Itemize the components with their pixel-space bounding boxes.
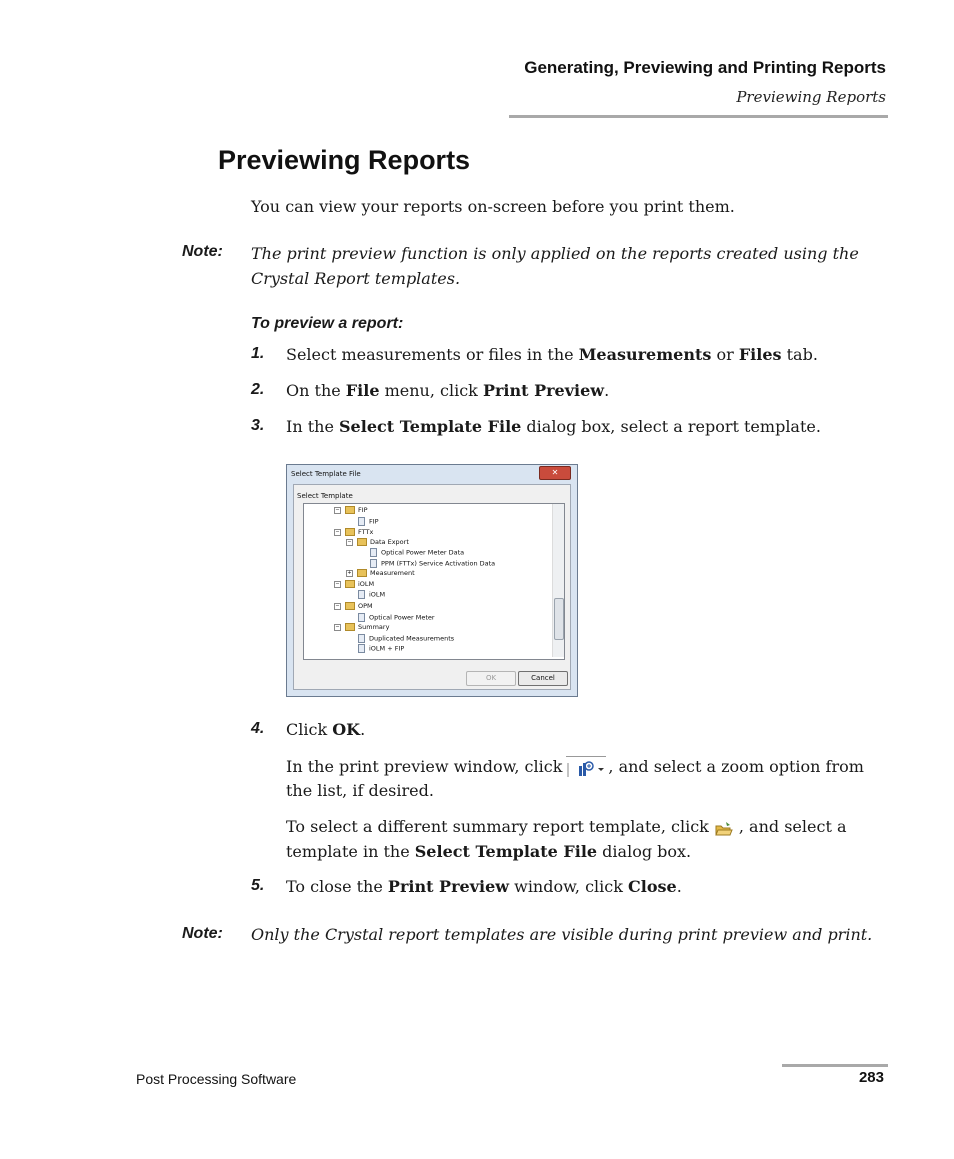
file-icon	[358, 590, 365, 599]
tree-item[interactable]: + Measurement	[347, 569, 415, 577]
step-4-text: Click OK.	[286, 720, 366, 739]
tree-item[interactable]: − OPM	[335, 602, 373, 610]
file-icon	[370, 559, 377, 568]
step-number: 1.	[251, 345, 265, 362]
collapse-icon[interactable]: −	[335, 528, 340, 535]
footer-rule	[782, 1064, 888, 1067]
tree-item[interactable]: Optical Power Meter	[358, 613, 435, 622]
tree-item[interactable]: − iOLM	[335, 580, 375, 588]
file-icon	[358, 634, 365, 643]
note-label: Note:	[182, 243, 223, 260]
open-folder-icon[interactable]	[715, 820, 733, 836]
note-label: Note:	[182, 925, 223, 942]
tree-item[interactable]: − Summary	[335, 623, 390, 631]
template-tree[interactable]	[303, 503, 565, 660]
folder-icon	[345, 506, 355, 514]
tree-item[interactable]: PPM (FTTx) Service Activation Data	[370, 559, 495, 568]
footer-product-name: Post Processing Software	[136, 1071, 297, 1087]
collapse-icon[interactable]: −	[335, 580, 340, 587]
file-icon	[358, 517, 365, 526]
step-number: 4.	[251, 720, 265, 737]
procedure-title: To preview a report:	[251, 315, 404, 332]
section-subtitle: Previewing Reports	[736, 88, 886, 106]
page-title: Previewing Reports	[218, 145, 471, 175]
note-text: The print preview function is only applied on the reports created using the Crystal Report templates.	[251, 244, 859, 288]
file-icon	[358, 613, 365, 622]
zoom-icon[interactable]	[566, 756, 606, 779]
tree-item[interactable]: − FTTx	[335, 528, 374, 536]
collapse-icon[interactable]: −	[335, 602, 340, 609]
folder-icon	[345, 528, 355, 536]
dialog-title: Select Template File	[291, 470, 361, 478]
step-number: 5.	[251, 877, 265, 894]
vertical-scrollbar[interactable]	[552, 504, 564, 657]
zoom-paragraph-line-2: the list, if desired.	[286, 781, 434, 800]
collapse-icon[interactable]: −	[335, 506, 340, 513]
step-1-text: Select measurements or files in the Measurements or Files tab.	[286, 345, 818, 364]
folder-icon	[357, 569, 367, 577]
tree-item[interactable]: Duplicated Measurements	[358, 634, 454, 643]
scrollbar-thumb[interactable]	[554, 598, 564, 640]
select-template-label: Select Template	[297, 492, 353, 500]
ok-button[interactable]: OK	[466, 671, 516, 686]
collapse-icon[interactable]: −	[347, 538, 352, 545]
tree-item[interactable]: iOLM + FIP	[358, 644, 404, 653]
chapter-title: Generating, Previewing and Printing Reports	[524, 58, 886, 77]
zoom-paragraph-line-1: In the print preview window, click , and select a zoom option from	[286, 755, 864, 779]
step-number: 2.	[251, 381, 265, 398]
file-icon	[370, 548, 377, 557]
close-icon[interactable]: ✕	[539, 466, 571, 480]
step-3-text: In the Select Template File dialog box, select a report template.	[286, 417, 821, 436]
step-5-text: To close the Print Preview window, click Close.	[286, 877, 682, 896]
tree-item[interactable]: − FIP	[335, 506, 368, 514]
template-paragraph-line-2: template in the Select Template File dialog box.	[286, 842, 692, 861]
folder-icon	[357, 538, 367, 546]
note-text: Only the Crystal report templates are visible during print preview and print.	[251, 925, 873, 944]
page-number: 283	[858, 1069, 884, 1086]
tree-item[interactable]: − Data Export	[347, 538, 409, 546]
intro-paragraph: You can view your reports on-screen before you print them.	[251, 197, 735, 216]
expand-icon[interactable]: +	[347, 569, 352, 576]
step-2-text: On the File menu, click Print Preview.	[286, 381, 610, 400]
tree-item[interactable]: iOLM	[358, 590, 385, 599]
cancel-button[interactable]: Cancel	[518, 671, 568, 686]
folder-icon	[345, 623, 355, 631]
step-number: 3.	[251, 417, 265, 434]
file-icon	[358, 644, 365, 653]
folder-icon	[345, 580, 355, 588]
header-rule	[509, 115, 888, 118]
collapse-icon[interactable]: −	[335, 623, 340, 630]
tree-item[interactable]: Optical Power Meter Data	[370, 548, 464, 557]
select-template-dialog	[286, 464, 578, 697]
folder-icon	[345, 602, 355, 610]
tree-item[interactable]: FIP	[358, 517, 379, 526]
template-paragraph-line-1: To select a different summary report template, click , and select a	[286, 817, 847, 836]
